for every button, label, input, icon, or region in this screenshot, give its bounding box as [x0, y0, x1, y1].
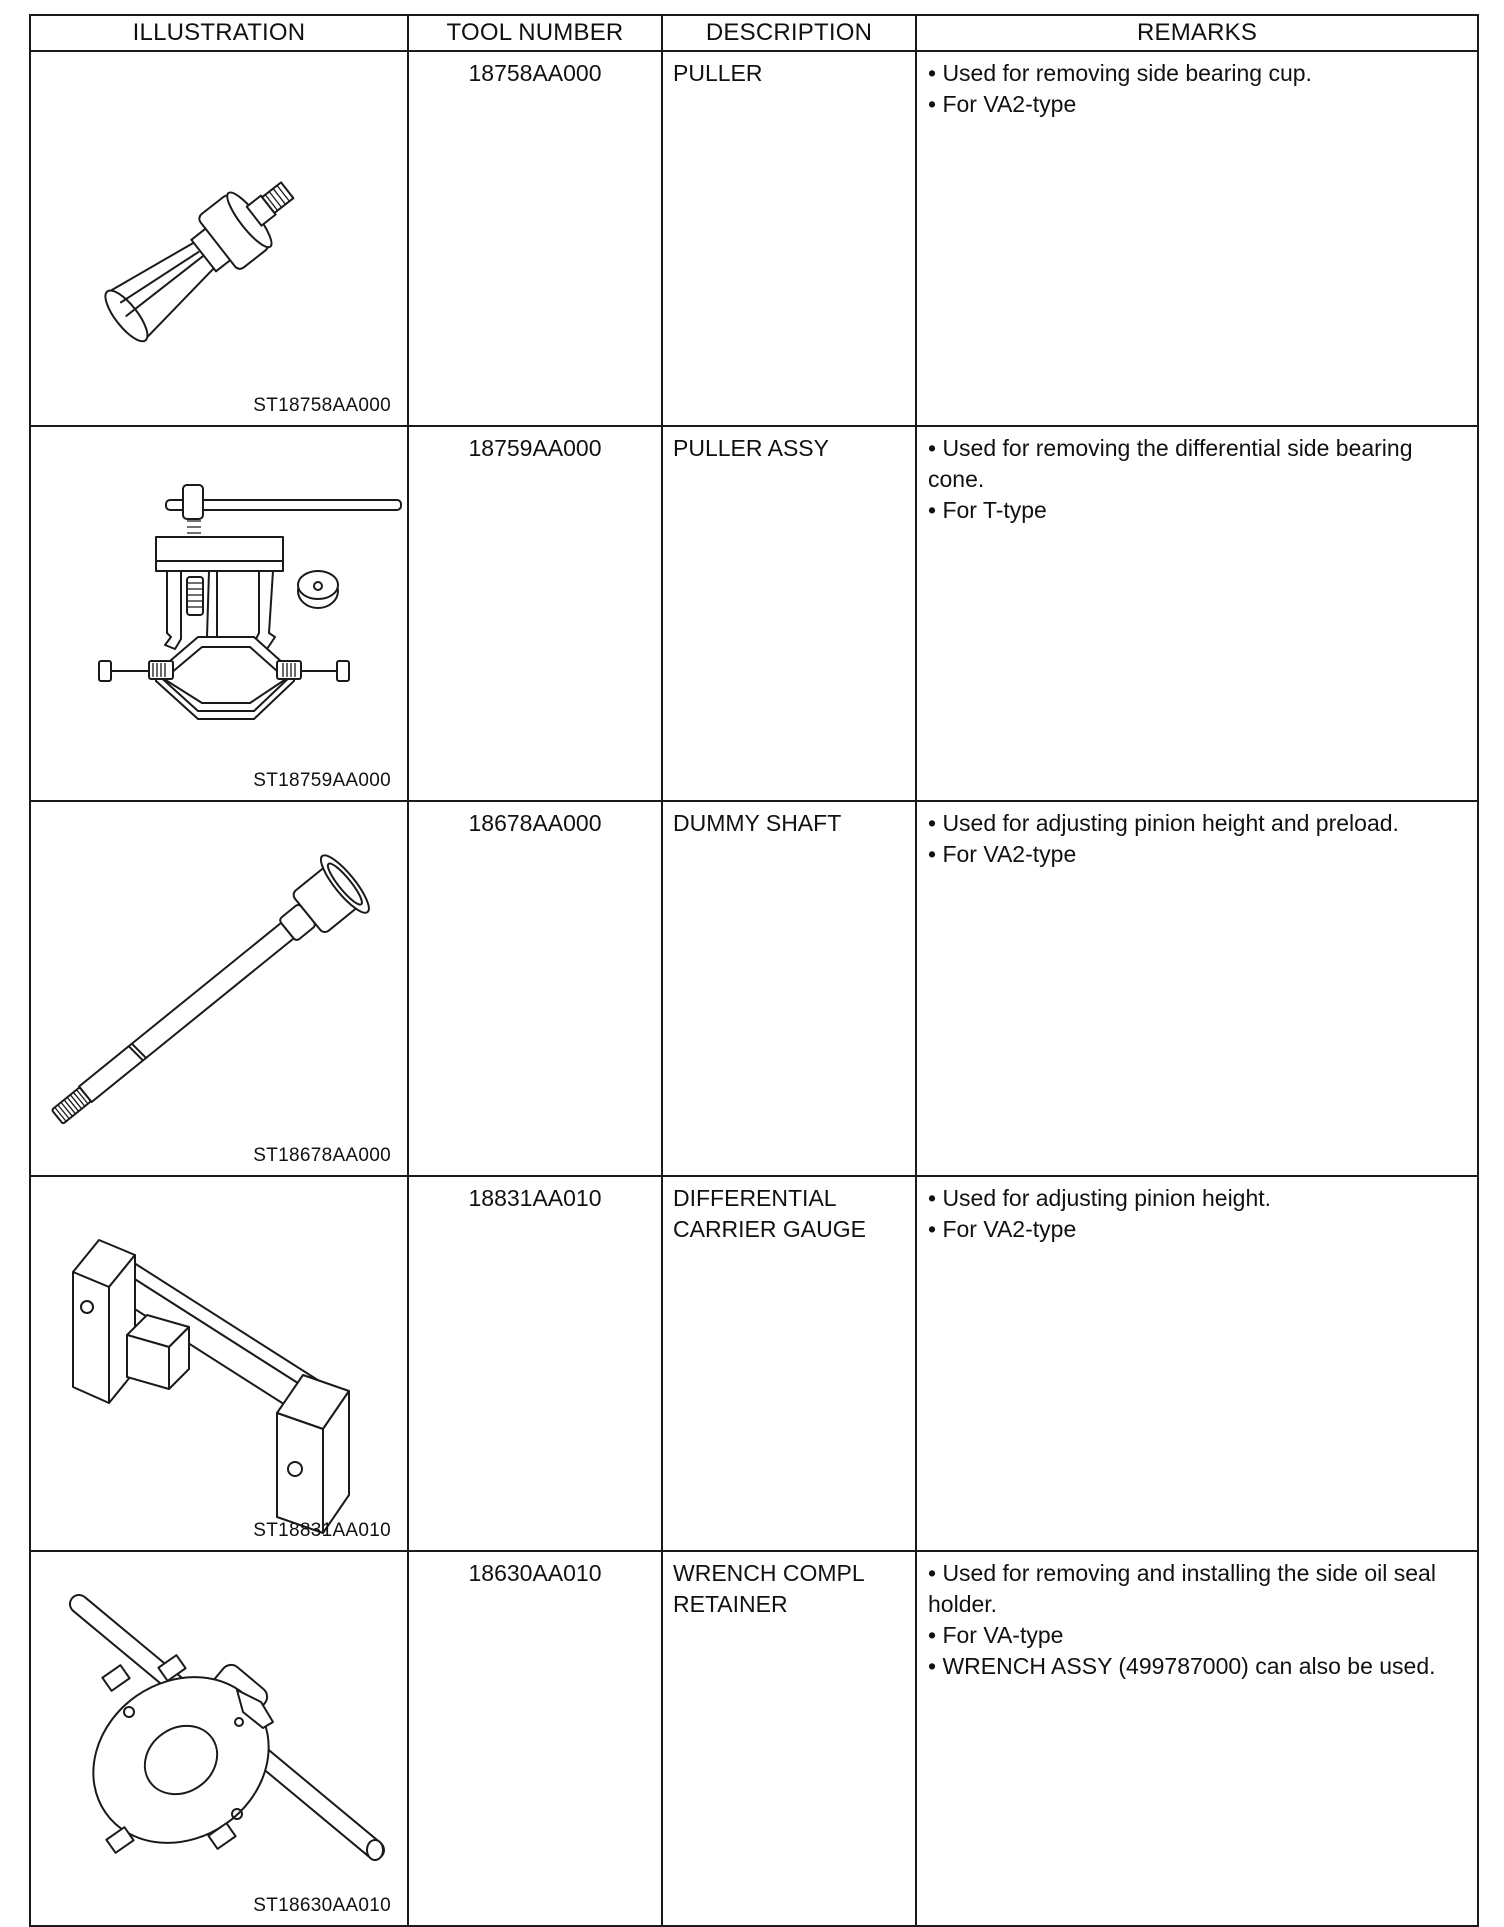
puller-assy-illustration: [31, 427, 407, 794]
tool-number-cell: 18759AA000: [408, 426, 662, 801]
remarks-cell: [916, 801, 1478, 1176]
illustration-code: ST18759AA000: [253, 770, 391, 791]
description-line: RETAINER: [673, 1591, 788, 1617]
remark-item: • For VA-type: [928, 1622, 1064, 1648]
header-description: DESCRIPTION: [662, 15, 916, 51]
description-line: CARRIER GAUGE: [673, 1216, 866, 1242]
remarks-cell: [916, 1551, 1478, 1926]
remark-item: • For VA2-type: [928, 91, 1077, 117]
table-row: [30, 801, 1478, 1176]
description-line: DIFFERENTIAL: [673, 1185, 837, 1211]
remark-item: • Used for adjusting pinion height.: [928, 1185, 1272, 1211]
illustration-cell: [30, 51, 408, 426]
description-line: DUMMY SHAFT: [673, 810, 842, 836]
description-cell: [662, 51, 916, 426]
table-row: [30, 426, 1478, 801]
description-line: PULLER ASSY: [673, 435, 829, 461]
illustration-cell: [30, 1551, 408, 1926]
header-remarks: REMARKS: [916, 15, 1478, 51]
tool-number-cell: 18678AA000: [408, 801, 662, 1176]
puller-illustration: [31, 52, 407, 419]
remark-item: • For VA2-type: [928, 841, 1077, 867]
special-tools-table: [29, 14, 1479, 1927]
description-cell: [662, 801, 916, 1176]
description-cell: [662, 1551, 916, 1926]
header-row: [30, 15, 1478, 51]
description-line: PULLER: [673, 60, 763, 86]
description-line: WRENCH COMPL: [673, 1560, 865, 1586]
tool-number-cell: 18758AA000: [408, 51, 662, 426]
remark-item: • Used for removing the differential side bearing cone.: [928, 435, 1413, 492]
tool-number-cell: 18831AA010: [408, 1176, 662, 1551]
illustration-cell: [30, 801, 408, 1176]
remark-item: • For VA2-type: [928, 1216, 1077, 1242]
dummy-shaft-illustration: [31, 802, 407, 1169]
illustration-cell: [30, 426, 408, 801]
tool-number-cell: 18630AA010: [408, 1551, 662, 1926]
remark-item: • Used for adjusting pinion height and preload.: [928, 810, 1399, 836]
illustration-cell: [30, 1176, 408, 1551]
header-tool-number: TOOL NUMBER: [408, 15, 662, 51]
remarks-cell: [916, 426, 1478, 801]
remarks-cell: [916, 51, 1478, 426]
table-row: [30, 1176, 1478, 1551]
wrench-compl-illustration: [31, 1552, 407, 1919]
illustration-code: ST18831AA010: [253, 1520, 391, 1541]
remark-item: • Used for removing and installing the side oil seal holder.: [928, 1560, 1436, 1617]
remark-item: • WRENCH ASSY (499787000) can also be used.: [928, 1653, 1436, 1679]
table-row: [30, 1551, 1478, 1926]
description-cell: [662, 1176, 916, 1551]
table-row: [30, 51, 1478, 426]
carrier-gauge-illustration: [31, 1177, 407, 1544]
header-illustration: ILLUSTRATION: [30, 15, 408, 51]
description-cell: [662, 426, 916, 801]
remark-item: • Used for removing side bearing cup.: [928, 60, 1312, 86]
illustration-code: ST18630AA010: [253, 1895, 391, 1916]
remark-item: • For T-type: [928, 497, 1047, 523]
illustration-code: ST18678AA000: [253, 1145, 391, 1166]
remarks-cell: [916, 1176, 1478, 1551]
illustration-code: ST18758AA000: [253, 395, 391, 416]
